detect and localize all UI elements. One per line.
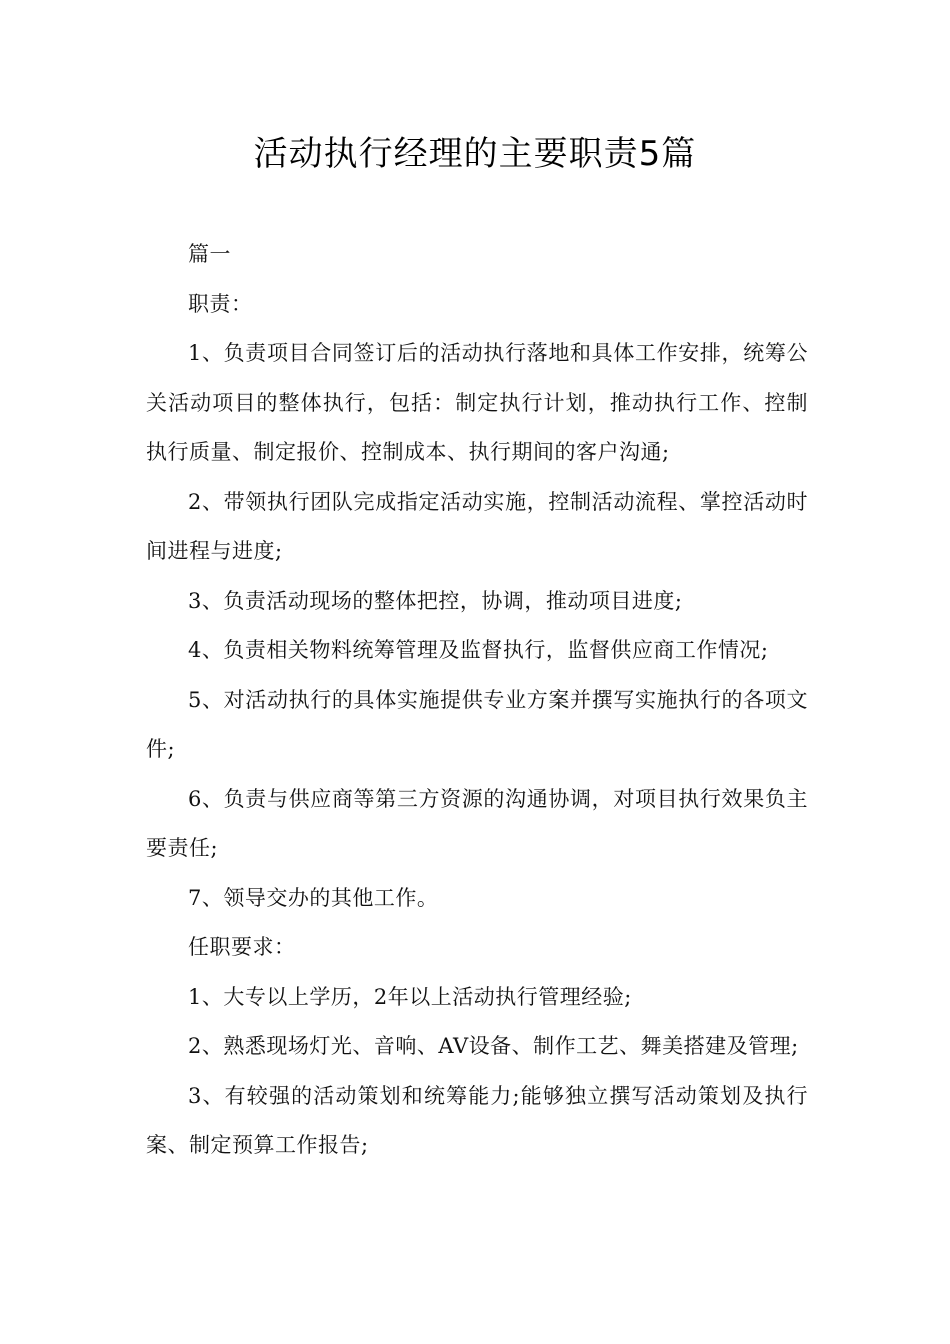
section-heading: 篇一 — [188, 242, 231, 266]
requirement-item: 1、大专以上学历，2年以上活动执行管理经验; — [188, 984, 632, 1009]
duty-item: 7、领导交办的其他工作。 — [188, 885, 439, 910]
duty-item: 4、负责相关物料统筹管理及监督执行，监督供应商工作情况; — [188, 638, 769, 662]
duty-item: 6、负责与供应商等第三方资源的沟通协调，对项目执行效果负主要责任; — [146, 786, 808, 860]
document-title: 活动执行经理的主要职责5篇 — [253, 134, 697, 174]
subheading-duties: 职责： — [188, 291, 253, 316]
duty-item: 2、带领执行团队完成指定活动实施，控制活动流程、掌控活动时间进程与进度; — [146, 489, 808, 563]
duty-item: 5、对活动执行的具体实施提供专业方案并撰写实施执行的各项文件; — [146, 687, 808, 761]
duty-item: 1、负责项目合同签订后的活动执行落地和具体工作安排，统筹公关活动项目的整体执行，包括：制定执行计划，推动执行工作、控制执行质量、制定报价、控制成本、执行期间的客户沟通; — [146, 341, 808, 464]
document-body — [146, 230, 808, 1171]
subheading-requirements: 任职要求： — [188, 935, 296, 959]
requirement-item: 2、熟悉现场灯光、音响、AV设备、制作工艺、舞美搭建及管理; — [188, 1034, 799, 1058]
duty-item: 3、负责活动现场的整体把控，协调，推动项目进度; — [188, 588, 683, 613]
requirement-item: 3、有较强的活动策划和统筹能力;能够独立撰写活动策划及执行案、制定预算工作报告; — [146, 1083, 808, 1157]
